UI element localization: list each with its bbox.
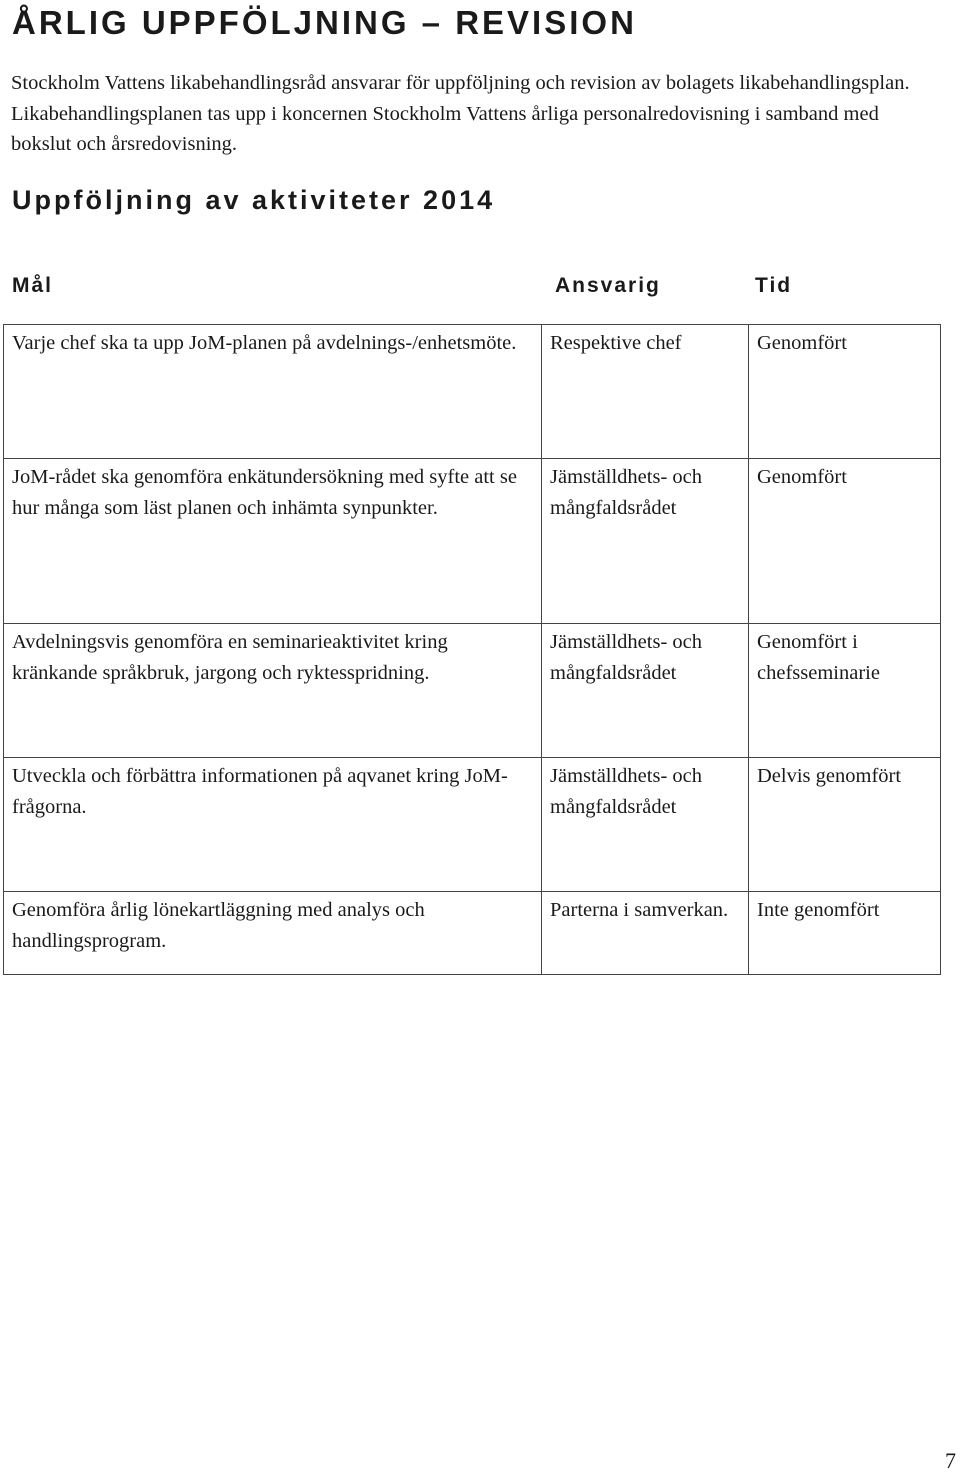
time-cell: Genomfört [749, 459, 941, 624]
goal-cell: JoM-rådet ska genomföra enkätundersökning med syfte att se hur många som läst planen och inhämta synpunkter. [4, 459, 542, 624]
responsible-cell: Jämställdhets- och mångfaldsrådet [542, 624, 749, 758]
table-row [4, 624, 941, 758]
time-cell: Genomfört i chefsseminarie [749, 624, 941, 758]
responsible-cell: Jämställdhets- och mångfaldsrådet [542, 459, 749, 624]
time-cell: Delvis genomfört [749, 758, 941, 892]
goal-cell: Genomföra årlig lönekartläggning med analys och handlingsprogram. [4, 892, 542, 975]
goal-cell: Utveckla och förbättra informationen på aqvanet kring JoM-frågorna. [4, 758, 542, 892]
goal-cell: Varje chef ska ta upp JoM-planen på avdelnings-/enhetsmöte. [4, 325, 542, 459]
responsible-cell: Jämställdhets- och mångfaldsrådet [542, 758, 749, 892]
goal-cell: Avdelningsvis genomföra en seminarieaktivitet kring kränkande språkbruk, jargong och ryktesspridning. [4, 624, 542, 758]
table-row [4, 325, 941, 459]
page-title: ÅRLIG UPPFÖLJNING – REVISION [12, 4, 637, 41]
activities-table [3, 324, 941, 975]
column-header-goal: Mål [12, 274, 54, 297]
responsible-cell: Respektive chef [542, 325, 749, 459]
intro-paragraph: Stockholm Vattens likabehandlingsråd ansvarar för uppföljning och revision av bolagets likabehandlingsplan. Likabehandlingsplanen tas upp i koncernen Stockholm Vattens årliga personalredovisning i samband med bokslut och årsredovisning. [11, 72, 910, 155]
table-row [4, 459, 941, 624]
responsible-cell: Parterna i samverkan. [542, 892, 749, 975]
section-title: Uppföljning av aktiviteter 2014 [12, 185, 496, 215]
column-header-time: Tid [755, 274, 793, 297]
time-cell: Inte genomfört [749, 892, 941, 975]
table-row [4, 758, 941, 892]
page-number: 7 [945, 1448, 956, 1473]
table-row [4, 892, 941, 975]
column-header-responsible: Ansvarig [555, 274, 661, 297]
time-cell: Genomfört [749, 325, 941, 459]
